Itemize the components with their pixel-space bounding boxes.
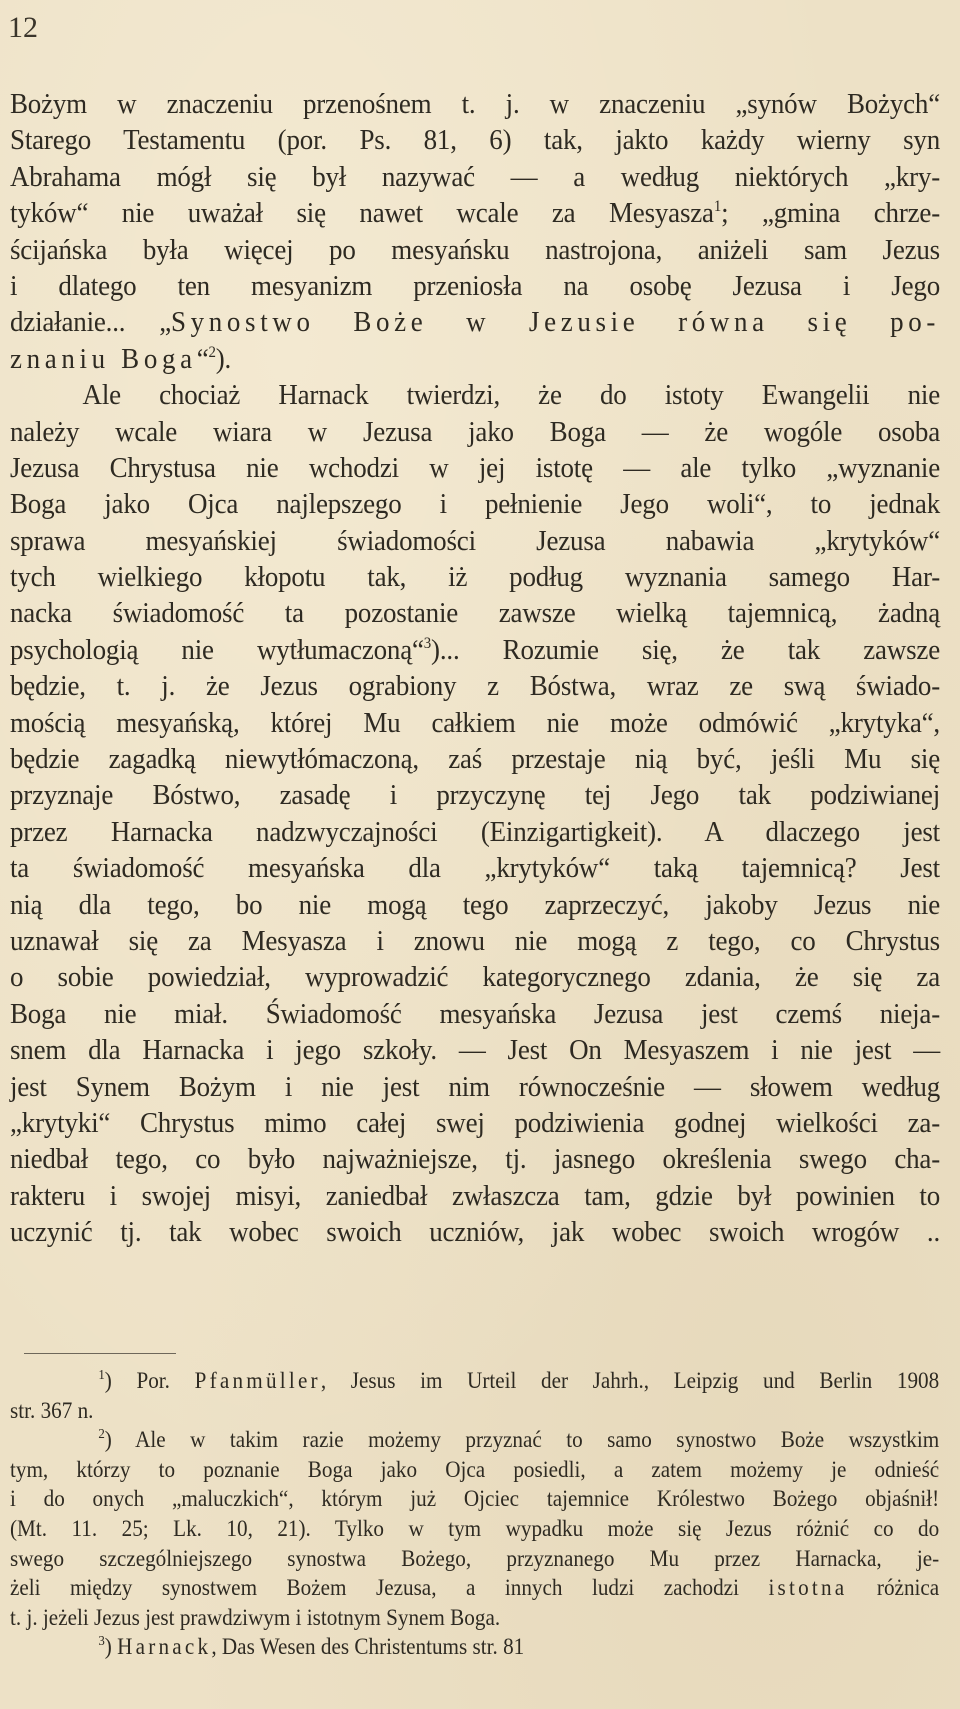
text-line: ta świadomość mesyańska dla „krytyków“ taką tajemnicą? Jest <box>10 852 940 885</box>
text-segment: działanie... „ <box>10 306 172 339</box>
emphasized-text: istotna <box>768 1575 848 1601</box>
footnote-separator <box>24 1353 176 1354</box>
text-line <box>10 195 940 231</box>
text-line: snem dla Harnacka i jego szkoły. — Jest On Mesyaszem i nie jest — <box>10 1034 940 1067</box>
text-line: niedbał tego, co było najważniejsze, tj. jasnego określenia swego cha- <box>10 1143 940 1176</box>
text-line: Starego Testamentu (por. Ps. 81, 6) tak, jakto każdy wierny syn <box>10 124 940 157</box>
footnote-2-cont: swego szczególniejszego synostwa Bożego, przyznanego Mu przez Harnacka, je- <box>10 1545 940 1571</box>
text-line <box>10 632 940 668</box>
footnote-2-cont <box>10 1573 939 1603</box>
footnote-marker: 1 <box>98 1368 105 1383</box>
text-line: nią dla tego, bo nie mogą tego zaprzeczyć, jakoby Jezus nie <box>10 888 940 921</box>
text-line: Jezusa Chrystusa nie wchodzi w jej istotę — ale tylko „wyznanie <box>10 451 940 484</box>
text-line: mością mesyańską, której Mu całkiem nie może odmówić „krytyka“, <box>10 706 940 739</box>
footnote-2-cont: tym, którzy to poznanie Boga jako Ojca posiedli, a zatem możemy je odnieść <box>10 1456 940 1482</box>
text-line: jest Synem Bożym i nie jest nim równocześnie — słowem według <box>10 1070 940 1103</box>
text-line: należy wcale wiara w Jezusa jako Boga — że wogóle osoba <box>10 415 940 448</box>
text-line: „krytyki“ Chrystus mimo całej swej podziwienia godnej wielkości za- <box>10 1106 940 1139</box>
text-line: i dlatego ten mesyanizm przeniosła na osobę Jezusa i Jego <box>10 269 940 302</box>
text-line: nacka świadomość ta pozostanie zawsze wielką tajemnicą, żadną <box>10 597 940 630</box>
text-line: o sobie powiedział, wyprowadzić kategorycznego zdania, że się za <box>10 961 940 994</box>
text-line: rakteru i swojej misyi, zaniedbał zwłaszcza tam, gdzie był powinien to <box>10 1179 940 1212</box>
footnote-2-cont: i do onych „maluczkich“, którym już Ojciec tajemnice Królestwo Bożego objaśnił! <box>10 1486 940 1512</box>
paragraph-first-line: Ale chociaż Harnack twierdzi, że do istoty Ewangelii nie <box>82 379 941 412</box>
text-line: tych wielkiego kłopotu tak, iż podług wyznania samego Har- <box>10 561 940 594</box>
footnote-2-cont: t. j. jeżeli Jezus jest prawdziwym i istotnym Synem Boga. <box>10 1604 501 1630</box>
text-segment: )... Rozumie się, że tak zawsze <box>431 633 940 666</box>
footnote-marker: 2 <box>98 1427 105 1443</box>
text-line: ścijańska była więcej po mesyańsku nastrojona, aniżeli sam Jezus <box>10 233 940 266</box>
text-segment: ) <box>104 1634 118 1660</box>
main-body-text <box>10 86 940 1251</box>
text-line: uczynić tj. tak wobec swoich uczniów, jak wobec swoich wrogów .. <box>10 1216 940 1249</box>
text-line: uznawał się za Mesyasza i znowu nie mogą z tego, co Chrystus <box>10 924 940 957</box>
emphasized-author: Pfanmüller <box>194 1368 321 1393</box>
footnote-1-cont: str. 367 n. <box>10 1397 94 1423</box>
text-segment: tyków“ nie uważał się nawet wcale za Mesyasza <box>10 197 714 230</box>
text-segment: psychologią nie wytłumaczoną“ <box>10 633 424 666</box>
text-segment: “ <box>196 342 209 375</box>
text-line: będzie zagadką niewytłómaczoną, zaś przestaje nią być, jeśli Mu się <box>10 743 940 776</box>
footnote-ref-3: 3 <box>423 634 432 652</box>
text-segment: ). <box>215 342 232 375</box>
text-line: sprawa mesyańskiej świadomości Jezusa nabawia „krytyków“ <box>10 524 940 557</box>
emphasized-text: znaniu Boga <box>10 342 197 375</box>
emphasized-author: Harnack <box>117 1634 212 1660</box>
page-number: 12 <box>8 11 38 44</box>
text-line: Bożym w znaczeniu przenośnem t. j. w znaczeniu „synów Bożych“ <box>10 88 940 120</box>
text-line: Boga jako Ojca najlepszego i pełnienie Jego woli“, to jednak <box>10 488 940 521</box>
footnote-ref-1: 1 <box>713 198 722 216</box>
footnote-ref-2: 2 <box>208 343 216 361</box>
text-segment: żeli między synostwem Bożem Jezusa, a innych ludzi zachodzi <box>10 1575 769 1601</box>
footnotes <box>10 1366 940 1662</box>
footnote-3 <box>10 1632 939 1662</box>
footnote-2-cont: (Mt. 11. 25; Lk. 10, 21). Tylko w tym wypadku może się Jezus różnić co do <box>10 1515 940 1541</box>
text-segment: , Jesus im Urteil der Jahrh., Leipzig und Berlin 1908 <box>320 1368 940 1393</box>
text-line: Abrahama mógł się był nazywać — a według niektórych „kry- <box>10 160 940 193</box>
text-line: przez Harnacka nadzwyczajności (Einzigartigkeit). A dlaczego jest <box>10 815 940 848</box>
emphasized-text: Synostwo Boże w Jezusie równa się po- <box>171 306 941 339</box>
text-segment: różnica <box>847 1575 940 1601</box>
text-segment: , Das Wesen des Christentums str. 81 <box>211 1634 525 1660</box>
text-segment: ) Por. <box>104 1368 195 1393</box>
text-line <box>10 341 940 377</box>
text-segment: ; „gmina chrze- <box>721 197 940 230</box>
text-segment: ) Ale w takim razie możemy przyznać to samo synostwo Boże wszystkim <box>104 1427 940 1453</box>
footnote-1 <box>10 1366 939 1396</box>
footnote-2 <box>10 1425 939 1455</box>
text-line: Boga nie miał. Świadomość mesyańska Jezusa jest czemś nieja- <box>10 997 940 1030</box>
text-line: będzie, t. j. że Jezus ograbiony z Bóstwa, wraz ze swą świado- <box>10 670 940 703</box>
text-line <box>10 304 940 340</box>
footnote-marker: 3 <box>98 1634 105 1650</box>
text-line: przyznaje Bóstwo, zasadę i przyczynę tej Jego tak podziwianej <box>10 779 940 812</box>
